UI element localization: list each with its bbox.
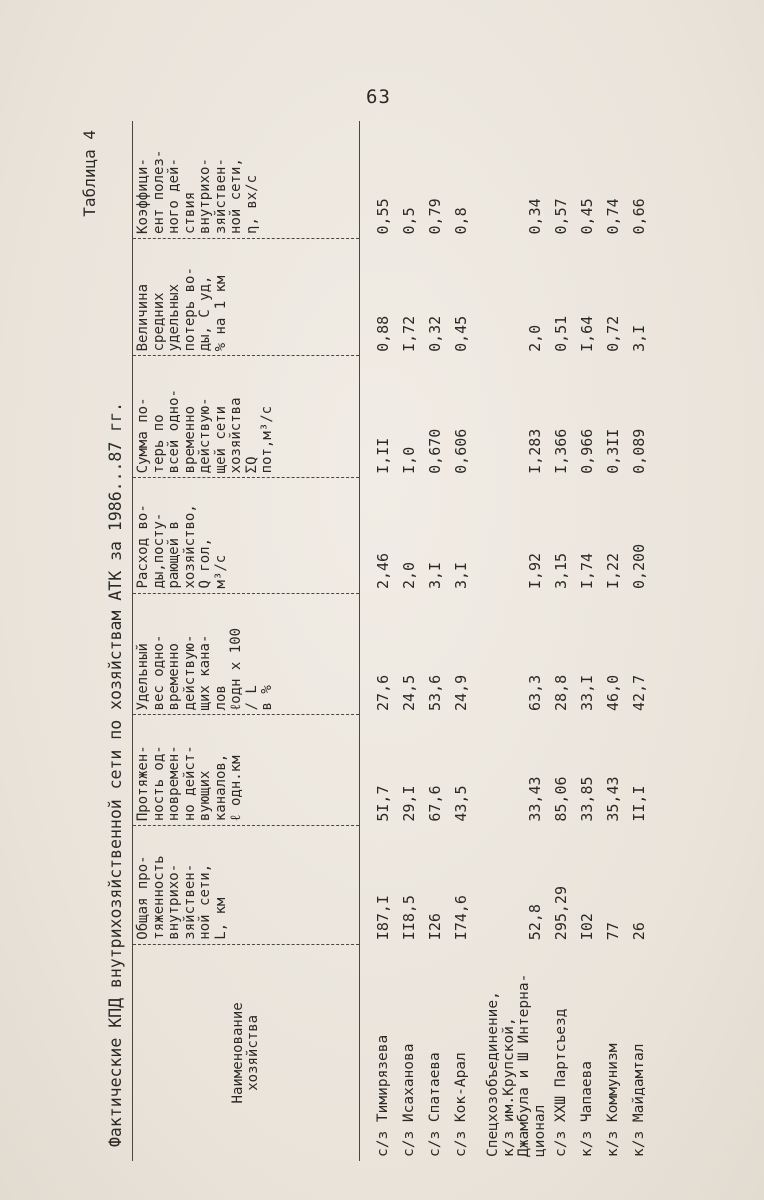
table-row xyxy=(396,121,422,1161)
cell-specific-losses: 0,88 xyxy=(374,315,392,352)
cell-share: 27,6 xyxy=(374,674,392,711)
table-row xyxy=(422,121,448,1161)
table-row xyxy=(370,121,396,1161)
cell-losses-sum: 0,606 xyxy=(452,428,470,474)
cell-length-total: 295,29 xyxy=(552,886,570,941)
cell-efficiency: 0,66 xyxy=(630,198,648,235)
cell-share: 53,6 xyxy=(426,674,444,711)
cell-share: 28,8 xyxy=(552,674,570,711)
table-row xyxy=(484,121,548,1161)
table-row xyxy=(626,121,652,1161)
cell-specific-losses: 3,I xyxy=(630,324,648,352)
cell-specific-losses: 0,32 xyxy=(426,315,444,352)
cell-specific-losses: 2,0 xyxy=(526,324,544,352)
cell-specific-losses: I,64 xyxy=(578,315,596,352)
farm-name: с/з Кок-Арал xyxy=(453,1052,469,1157)
cell-length-total: I02 xyxy=(578,913,596,941)
cell-length-simultaneous: 67,6 xyxy=(426,785,444,822)
cell-share: 24,9 xyxy=(452,674,470,711)
cell-losses-sum: 0,670 xyxy=(426,428,444,474)
farm-name: с/з Тимирязева xyxy=(375,1034,391,1157)
cell-inflow: 2,0 xyxy=(400,561,418,590)
rotated-table-block xyxy=(80,110,700,1165)
cell-inflow: 3,15 xyxy=(552,552,570,590)
cell-inflow: 3,I xyxy=(452,561,470,590)
cell-efficiency: 0,74 xyxy=(604,198,622,235)
column-header: Удельный вес одно- временно действую- щих кана- лов ℓодн х 100 / L в % xyxy=(133,593,360,715)
column-header: Сумма по- терь по всей одно- временно действую- щей сети хозяйства ΣQ пот,м³/с xyxy=(133,356,360,478)
cell-efficiency: 0,57 xyxy=(552,198,570,235)
column-header: Общая про- тяженность внутрихо- зяйствен- ной сети, L, км xyxy=(133,826,360,945)
column-header: Расход во- ды,посту- pающей в хозяйство, Q гол, м³/с xyxy=(133,478,360,593)
cell-inflow: I,22 xyxy=(604,552,622,590)
cell-efficiency: 0,45 xyxy=(578,198,596,235)
cell-specific-losses: 0,45 xyxy=(452,315,470,352)
cell-losses-sum: 0,089 xyxy=(630,428,648,474)
cell-specific-losses: 0,51 xyxy=(552,315,570,352)
cell-length-simultaneous: 43,5 xyxy=(452,785,470,822)
column-header: Коэффици- ент полез- ного дей- ствия внутрихо- зяйствен- ной сети, η, вх/с xyxy=(133,121,360,238)
cell-length-simultaneous: 85,06 xyxy=(552,776,570,822)
cell-losses-sum: 0,966 xyxy=(578,428,596,474)
cell-length-total: 77 xyxy=(604,922,622,941)
cell-share: 42,7 xyxy=(630,674,648,711)
cell-length-simultaneous: II,I xyxy=(630,785,648,822)
table-body xyxy=(360,121,653,1161)
cell-length-simultaneous: 35,43 xyxy=(604,776,622,822)
farm-name: с/з ХХШ Партсъезд xyxy=(553,1008,569,1157)
table-row xyxy=(600,121,626,1161)
cell-specific-losses: I,72 xyxy=(400,315,418,352)
column-header: Протяжен- ность од- новремен- но дейст- вующих каналов, ℓ одн.км xyxy=(133,715,360,826)
cell-length-simultaneous: 5I,7 xyxy=(374,785,392,822)
cell-efficiency: 0,8 xyxy=(452,207,470,235)
cell-length-total: I26 xyxy=(426,913,444,941)
farm-name: с/з Спатаева xyxy=(427,1052,443,1157)
cell-inflow: 3,I xyxy=(426,561,444,590)
cell-share: 63,3 xyxy=(526,674,544,711)
table-row xyxy=(574,121,600,1161)
farm-name: Спецхозобъединение, к/з им.Крупской, Джамбула и Ш Интерна- ционал xyxy=(485,973,548,1157)
cell-losses-sum: I,366 xyxy=(552,428,570,474)
cell-length-total: 26 xyxy=(630,922,648,941)
data-table xyxy=(132,121,652,1161)
cell-length-total: II8,5 xyxy=(400,895,418,941)
cell-length-total: I87,I xyxy=(374,895,392,941)
cell-length-total: I74,6 xyxy=(452,895,470,941)
cell-losses-sum: 0,3II xyxy=(604,428,622,474)
cell-share: 46,0 xyxy=(604,674,622,711)
cell-efficiency: 0,34 xyxy=(526,198,544,235)
cell-length-simultaneous: 33,43 xyxy=(526,776,544,822)
farm-name: к/з Коммунизм xyxy=(605,1043,621,1157)
cell-losses-sum: I,283 xyxy=(526,428,544,474)
cell-losses-sum: I,0 xyxy=(400,446,418,474)
farm-name: к/з Майдамтал xyxy=(631,1043,647,1157)
table-row xyxy=(548,121,574,1161)
cell-inflow: 0,200 xyxy=(630,543,648,590)
table-header-row xyxy=(133,121,360,1161)
cell-inflow: I,74 xyxy=(578,552,596,590)
cell-length-simultaneous: 29,I xyxy=(400,785,418,822)
cell-inflow: 2,46 xyxy=(374,552,392,590)
cell-efficiency: 0,79 xyxy=(426,198,444,235)
cell-length-simultaneous: 33,85 xyxy=(578,776,596,822)
cell-efficiency: 0,5 xyxy=(400,207,418,235)
column-header: Величина средних удельных потерь во- ды, С уд, % на 1 км xyxy=(133,238,360,355)
table-title: Фактические КПД внутрихозяйственной сети по хозяйствам АТК за 1986...87 гг. xyxy=(106,401,125,1147)
farm-name: с/з Исаханова xyxy=(401,1043,417,1157)
cell-share: 33,I xyxy=(578,674,596,711)
cell-inflow: I,92 xyxy=(526,552,544,590)
cell-losses-sum: I,II xyxy=(374,437,392,474)
column-header: Наименование хозяйства xyxy=(133,944,360,1161)
table-label: Таблица 4 xyxy=(80,130,99,217)
table-row xyxy=(448,121,474,1161)
farm-name: к/з Чапаева xyxy=(579,1060,595,1157)
page-number: 63 xyxy=(366,86,391,108)
cell-length-total: 52,8 xyxy=(526,904,544,941)
cell-share: 24,5 xyxy=(400,674,418,711)
cell-efficiency: 0,55 xyxy=(374,198,392,235)
cell-specific-losses: 0,72 xyxy=(604,315,622,352)
